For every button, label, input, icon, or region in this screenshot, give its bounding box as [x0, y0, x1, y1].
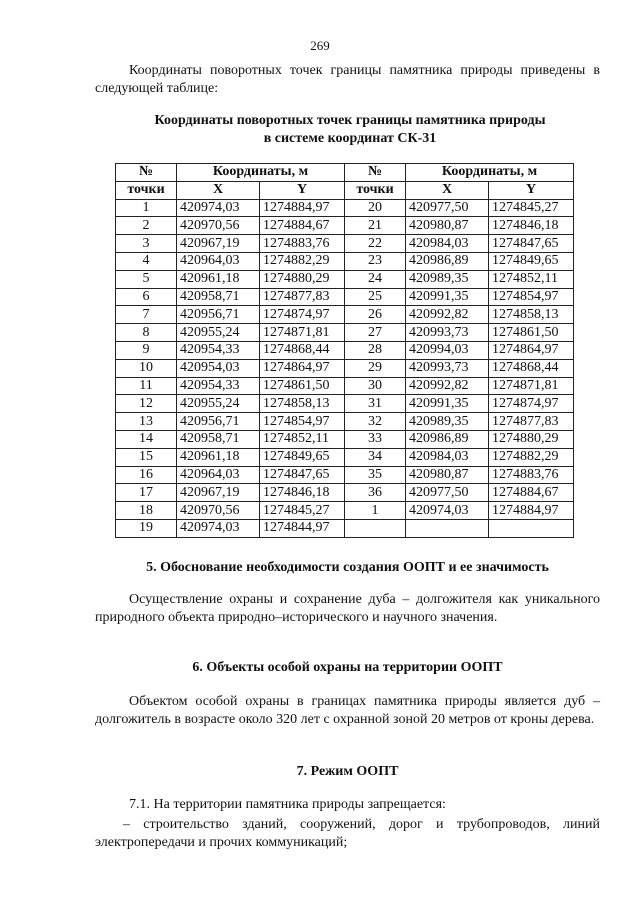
table-header-row-2 — [116, 181, 574, 199]
left-point-no-cell: 14 — [116, 430, 177, 448]
right-point-no-cell: 35 — [345, 466, 406, 484]
left-point-no-cell: 11 — [116, 377, 177, 395]
right-y-coord-cell: 1274852,11 — [489, 270, 574, 288]
table-title — [100, 112, 600, 148]
right-y-coord-cell: 1274884,97 — [489, 502, 574, 520]
left-y-coord-cell: 1274844,97 — [260, 519, 345, 537]
left-x-coord-cell: 420961,18 — [177, 448, 260, 466]
section-7-list-item-1: – строительство зданий, сооружений, дорог и трубопроводов, линий электропередачи и прочих коммуникаций; — [95, 817, 600, 850]
left-x-coord-cell: 420964,03 — [177, 252, 260, 270]
right-y-coord-cell: 1274847,65 — [489, 235, 574, 253]
left-point-no-cell: 9 — [116, 341, 177, 359]
left-y-coord-cell: 1274846,18 — [260, 484, 345, 502]
right-point-no-cell: 22 — [345, 235, 406, 253]
table-row — [116, 199, 574, 217]
left-point-no-cell: 7 — [116, 306, 177, 324]
right-point-no-cell: 26 — [345, 306, 406, 324]
table-row — [116, 413, 574, 431]
left-y-coord-cell: 1274845,27 — [260, 502, 345, 520]
right-y-coord-cell: 1274884,67 — [489, 484, 574, 502]
right-point-no-cell: 20 — [345, 199, 406, 217]
right-y-coord-cell: 1274877,83 — [489, 413, 574, 431]
left-x-coord-cell: 420961,18 — [177, 270, 260, 288]
left-point-no-cell: 5 — [116, 270, 177, 288]
header-x-right: X — [406, 181, 489, 199]
table-row — [116, 252, 574, 270]
left-y-coord-cell: 1274852,11 — [260, 430, 345, 448]
left-point-no-cell: 10 — [116, 359, 177, 377]
right-point-no-cell: 1 — [345, 502, 406, 520]
right-x-coord-cell: 420974,03 — [406, 502, 489, 520]
left-point-no-cell: 4 — [116, 252, 177, 270]
right-point-no-cell: 29 — [345, 359, 406, 377]
right-y-coord-cell — [489, 519, 574, 537]
header-point-left: точки — [116, 181, 177, 199]
table-row — [116, 270, 574, 288]
right-point-no-cell: 28 — [345, 341, 406, 359]
section-7-1-text: 7.1. На территории памятника природы запрещается: — [129, 797, 446, 812]
left-point-no-cell: 16 — [116, 466, 177, 484]
left-y-coord-cell: 1274849,65 — [260, 448, 345, 466]
header-coords-right: Координаты, м — [406, 164, 574, 182]
right-x-coord-cell: 420993,73 — [406, 359, 489, 377]
left-x-coord-cell: 420956,71 — [177, 413, 260, 431]
right-point-no-cell: 25 — [345, 288, 406, 306]
left-x-coord-cell: 420955,24 — [177, 395, 260, 413]
right-y-coord-cell: 1274861,50 — [489, 324, 574, 342]
right-point-no-cell: 36 — [345, 484, 406, 502]
left-point-no-cell: 17 — [116, 484, 177, 502]
header-x-left: X — [177, 181, 260, 199]
table-row — [116, 519, 574, 537]
left-y-coord-cell: 1274874,97 — [260, 306, 345, 324]
right-y-coord-cell: 1274858,13 — [489, 306, 574, 324]
left-y-coord-cell: 1274880,29 — [260, 270, 345, 288]
left-x-coord-cell: 420954,33 — [177, 377, 260, 395]
page-number: 269 — [310, 38, 330, 53]
table-row — [116, 217, 574, 235]
table-title-line-1: Координаты поворотных точек границы памятника природы — [154, 113, 546, 128]
left-y-coord-cell: 1274847,65 — [260, 466, 345, 484]
left-x-coord-cell: 420967,19 — [177, 235, 260, 253]
right-point-no-cell: 24 — [345, 270, 406, 288]
left-x-coord-cell: 420954,33 — [177, 341, 260, 359]
header-no-left: № — [116, 164, 177, 182]
left-x-coord-cell: 420974,03 — [177, 199, 260, 217]
left-x-coord-cell: 420964,03 — [177, 466, 260, 484]
right-point-no-cell: 21 — [345, 217, 406, 235]
table-row — [116, 395, 574, 413]
table-row — [116, 448, 574, 466]
section-5-heading: 5. Обоснование необходимости создания ООПТ и ее значимость — [146, 560, 549, 575]
left-y-coord-cell: 1274861,50 — [260, 377, 345, 395]
table-header-row-1 — [116, 164, 574, 182]
left-point-no-cell: 18 — [116, 502, 177, 520]
right-x-coord-cell: 420992,82 — [406, 377, 489, 395]
table-row — [116, 430, 574, 448]
left-y-coord-cell: 1274864,97 — [260, 359, 345, 377]
right-point-no-cell: 32 — [345, 413, 406, 431]
header-coords-left: Координаты, м — [177, 164, 345, 182]
table-row — [116, 324, 574, 342]
right-point-no-cell: 31 — [345, 395, 406, 413]
section-7-heading: 7. Режим ООПТ — [296, 764, 399, 779]
right-x-coord-cell: 420992,82 — [406, 306, 489, 324]
right-y-coord-cell: 1274882,29 — [489, 448, 574, 466]
left-y-coord-cell: 1274883,76 — [260, 235, 345, 253]
right-x-coord-cell — [406, 519, 489, 537]
left-point-no-cell: 15 — [116, 448, 177, 466]
table-row — [116, 341, 574, 359]
left-point-no-cell: 12 — [116, 395, 177, 413]
table-title-line-2: в системе координат СК-31 — [263, 131, 437, 146]
right-y-coord-cell: 1274883,76 — [489, 466, 574, 484]
intro-paragraph: Координаты поворотных точек границы памятника природы приведены в следующей таблице: — [95, 63, 600, 96]
coordinates-table — [115, 163, 574, 538]
left-y-coord-cell: 1274854,97 — [260, 413, 345, 431]
header-y-left: Y — [260, 181, 345, 199]
right-point-no-cell — [345, 519, 406, 537]
left-y-coord-cell: 1274884,67 — [260, 217, 345, 235]
right-y-coord-cell: 1274854,97 — [489, 288, 574, 306]
right-x-coord-cell: 420993,73 — [406, 324, 489, 342]
right-x-coord-cell: 420994,03 — [406, 341, 489, 359]
left-point-no-cell: 13 — [116, 413, 177, 431]
left-y-coord-cell: 1274868,44 — [260, 341, 345, 359]
right-x-coord-cell: 420986,89 — [406, 252, 489, 270]
right-y-coord-cell: 1274880,29 — [489, 430, 574, 448]
right-point-no-cell: 27 — [345, 324, 406, 342]
right-y-coord-cell: 1274871,81 — [489, 377, 574, 395]
left-point-no-cell: 1 — [116, 199, 177, 217]
section-6-heading: 6. Объекты особой охраны на территории ООПТ — [192, 660, 503, 675]
right-point-no-cell: 30 — [345, 377, 406, 395]
right-y-coord-cell: 1274868,44 — [489, 359, 574, 377]
table-row — [116, 359, 574, 377]
right-y-coord-cell: 1274849,65 — [489, 252, 574, 270]
table-row — [116, 235, 574, 253]
right-y-coord-cell: 1274846,18 — [489, 217, 574, 235]
left-y-coord-cell: 1274858,13 — [260, 395, 345, 413]
left-x-coord-cell: 420970,56 — [177, 502, 260, 520]
right-y-coord-cell: 1274845,27 — [489, 199, 574, 217]
table-row — [116, 466, 574, 484]
right-x-coord-cell: 420986,89 — [406, 430, 489, 448]
right-point-no-cell: 34 — [345, 448, 406, 466]
left-point-no-cell: 2 — [116, 217, 177, 235]
left-y-coord-cell: 1274882,29 — [260, 252, 345, 270]
left-point-no-cell: 3 — [116, 235, 177, 253]
coordinates-table-body — [116, 199, 574, 537]
left-x-coord-cell: 420955,24 — [177, 324, 260, 342]
left-point-no-cell: 6 — [116, 288, 177, 306]
section-6-text: Объектом особой охраны в границах памятника природы является дуб – долгожитель в возрасте около 320 лет с охранной зоной 20 метров от кроны дерева. — [95, 694, 600, 727]
right-x-coord-cell: 420977,50 — [406, 484, 489, 502]
header-y-right: Y — [489, 181, 574, 199]
right-x-coord-cell: 420980,87 — [406, 217, 489, 235]
left-y-coord-cell: 1274871,81 — [260, 324, 345, 342]
table-row — [116, 484, 574, 502]
right-y-coord-cell: 1274874,97 — [489, 395, 574, 413]
right-x-coord-cell: 420989,35 — [406, 413, 489, 431]
table-row — [116, 306, 574, 324]
header-no-right: № — [345, 164, 406, 182]
right-point-no-cell: 23 — [345, 252, 406, 270]
table-row — [116, 502, 574, 520]
right-x-coord-cell: 420989,35 — [406, 270, 489, 288]
right-x-coord-cell: 420984,03 — [406, 448, 489, 466]
right-x-coord-cell: 420980,87 — [406, 466, 489, 484]
left-point-no-cell: 8 — [116, 324, 177, 342]
left-x-coord-cell: 420970,56 — [177, 217, 260, 235]
right-x-coord-cell: 420991,35 — [406, 395, 489, 413]
right-point-no-cell: 33 — [345, 430, 406, 448]
left-y-coord-cell: 1274877,83 — [260, 288, 345, 306]
left-x-coord-cell: 420958,71 — [177, 430, 260, 448]
left-x-coord-cell: 420956,71 — [177, 306, 260, 324]
left-y-coord-cell: 1274884,97 — [260, 199, 345, 217]
right-x-coord-cell: 420977,50 — [406, 199, 489, 217]
left-x-coord-cell: 420967,19 — [177, 484, 260, 502]
right-y-coord-cell: 1274864,97 — [489, 341, 574, 359]
left-x-coord-cell: 420958,71 — [177, 288, 260, 306]
left-x-coord-cell: 420954,03 — [177, 359, 260, 377]
right-x-coord-cell: 420984,03 — [406, 235, 489, 253]
header-point-right: точки — [345, 181, 406, 199]
right-x-coord-cell: 420991,35 — [406, 288, 489, 306]
section-5-text: Осуществление охраны и сохранение дуба – долгожителя как уникального природного объекта природно–исторического и научного значения. — [95, 592, 600, 625]
left-x-coord-cell: 420974,03 — [177, 519, 260, 537]
table-row — [116, 288, 574, 306]
left-point-no-cell: 19 — [116, 519, 177, 537]
table-row — [116, 377, 574, 395]
